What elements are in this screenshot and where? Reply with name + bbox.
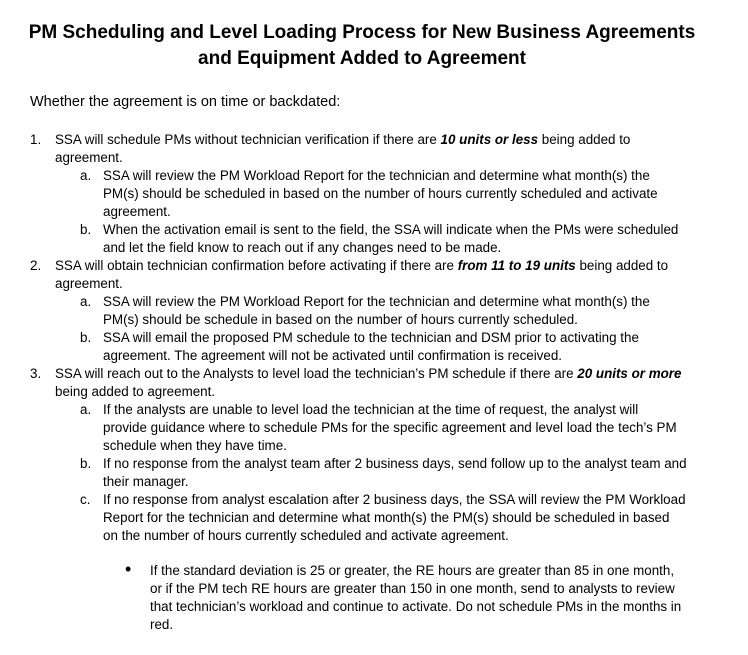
sub-letter: a. xyxy=(80,168,92,183)
sub-letter: a. xyxy=(80,402,92,417)
bullet-line: If the standard deviation is 25 or greater, the RE hours are greater than 85 in one month, xyxy=(150,563,675,578)
sub-item-line: schedule when they have time. xyxy=(103,438,287,453)
sub-item-line: agreement. xyxy=(103,204,171,219)
item-continuation: agreement. xyxy=(55,150,123,165)
sub-letter: b. xyxy=(80,330,92,345)
title-line-2: and Equipment Added to Agreement xyxy=(198,48,526,69)
bullet-line: or if the PM tech RE hours are greater than 150 in one month, send to analysts to review xyxy=(150,581,675,596)
sub-item-line: If the analysts are unable to level load the technician at the time of request, the analyst will xyxy=(103,402,639,417)
document-title xyxy=(0,20,724,72)
sub-item-line: When the activation email is sent to the field, the SSA will indicate when the PMs were scheduled xyxy=(103,222,679,237)
sub-item-line: PM(s) should be scheduled in based on the number of hours currently scheduled and activate xyxy=(103,186,658,201)
item-text: SSA will obtain technician confirmation before activating if there are xyxy=(55,258,458,273)
intro-text: Whether the agreement is on time or backdated: xyxy=(30,94,341,110)
sub-item-line: provide guidance where to schedule PMs for the specific agreement and level load the tech’s PM xyxy=(103,420,677,435)
sub-item-line: SSA will review the PM Workload Report for the technician and determine what month(s) the xyxy=(103,168,650,183)
item-text: being added to xyxy=(538,132,631,147)
item-continuation: agreement. xyxy=(55,276,123,291)
item-text: SSA will schedule PMs without technician verification if there are xyxy=(55,132,441,147)
sub-item-line: on the number of hours currently scheduled and activate agreement. xyxy=(103,528,509,543)
item-number: 2. xyxy=(30,258,42,273)
bullet-line: that technician’s workload and continue to activate. Do not schedule PMs in the months in xyxy=(150,599,682,614)
sub-item-line: SSA will email the proposed PM schedule to the technician and DSM prior to activating the xyxy=(103,330,639,345)
sub-item-line: If no response from analyst escalation after 2 business days, the SSA will review the PM Workload xyxy=(103,492,686,507)
sub-item-line: agreement. The agreement will not be activated until confirmation is received. xyxy=(103,348,562,363)
item-text: being added to xyxy=(575,258,669,273)
item-number: 1. xyxy=(30,132,42,147)
sub-item-line: Report for the technician and determine what month(s) the PM(s) should be scheduled in based xyxy=(103,510,670,525)
sub-letter: c. xyxy=(80,492,91,507)
item-emphasis: 20 units or more xyxy=(577,366,682,381)
item-emphasis: 10 units or less xyxy=(440,132,539,147)
sub-item-line: their manager. xyxy=(103,474,189,489)
sub-item-line: SSA will review the PM Workload Report for the technician and determine what month(s) the xyxy=(103,294,650,309)
sub-item-line: PM(s) should be schedule in based on the number of hours currently scheduled. xyxy=(103,312,578,327)
title-line-1: PM Scheduling and Level Loading Process for New Business Agreements xyxy=(28,22,696,43)
sub-item-line: If no response from the analyst team after 2 business days, send follow up to the analyst team and xyxy=(103,456,687,471)
item-text: SSA will reach out to the Analysts to level load the technician’s PM schedule if there are xyxy=(55,366,578,381)
bullet-icon: • xyxy=(125,559,132,579)
sub-letter: a. xyxy=(80,294,92,309)
item-number: 3. xyxy=(30,366,42,381)
sub-item-line: and let the field know to reach out if any changes need to be made. xyxy=(103,240,502,255)
sub-letter: b. xyxy=(80,456,92,471)
bullet-line: red. xyxy=(150,617,174,632)
sub-letter: b. xyxy=(80,222,92,237)
item-continuation: being added to agreement. xyxy=(55,384,216,399)
list-item-1 xyxy=(55,131,630,149)
item-emphasis: from 11 to 19 units xyxy=(457,258,576,273)
list-item-3 xyxy=(55,365,681,383)
list-item-2 xyxy=(55,257,668,275)
